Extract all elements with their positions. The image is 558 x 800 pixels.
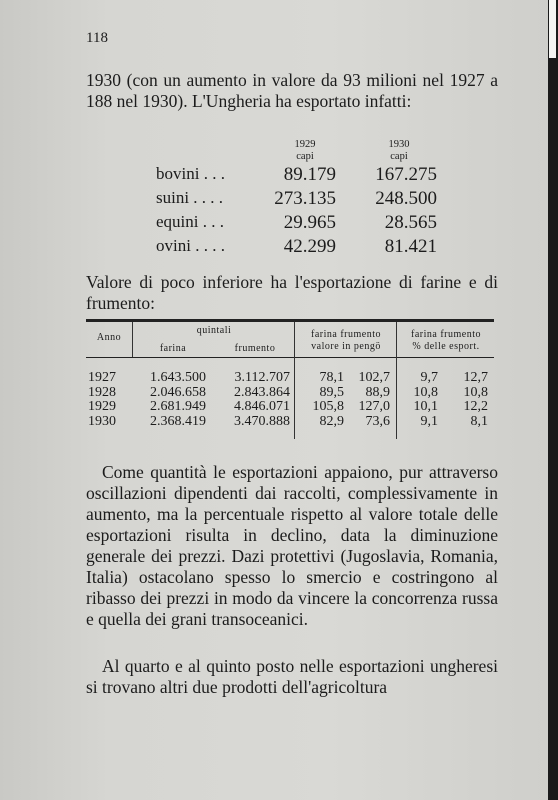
- livestock-name: equini . . .: [156, 212, 224, 231]
- livestock-value-1929: 89.179: [283, 164, 336, 185]
- livestock-table: [156, 164, 456, 260]
- livestock-value-1929: 29.965: [283, 212, 336, 233]
- livestock-name: ovini . . . .: [156, 236, 225, 255]
- scan-edge-highlight: [549, 0, 556, 58]
- header-valore: [296, 329, 396, 353]
- col-percent-frumento: 12,7 10,8 12,2 8,1: [463, 370, 488, 429]
- livestock-unit-1929: capi: [296, 151, 314, 162]
- header-frumento: frumento: [234, 343, 276, 354]
- livestock-year-1930: 1930: [388, 139, 410, 150]
- paragraph-quantity: Come quantità le esportazioni appaiono, pur attraverso oscillazioni dipendenti dai raccolti, complessivamente in aumento, ma la percentuale rispetto al valore totale delle esportazioni risulta in declino, data la diminuzione generale dei prezzi. Dazi protettivi (Jugoslavia, Romania, Italia) ostacolano spesso lo smercio e costringono al ribasso dei prezzi in modo da vincere la concorrenza russa e quella dei grani transoceanici.: [86, 462, 498, 629]
- livestock-header-1929: [280, 139, 330, 163]
- table-header-rule: [86, 357, 494, 358]
- scan-edge: [548, 0, 558, 800]
- header-quintali: quintali: [196, 325, 232, 336]
- livestock-unit-1930: capi: [390, 151, 408, 162]
- livestock-name: bovini . . .: [156, 164, 225, 183]
- livestock-row: [156, 188, 456, 212]
- col-valore-farina: 78,1 89,5 105,8 82,9: [312, 370, 344, 429]
- livestock-value-1929: 42.299: [283, 236, 336, 257]
- livestock-value-1930: 167.275: [375, 164, 437, 185]
- header-percent-line2: % delle esport.: [412, 341, 480, 352]
- header-percent-line1: farina frumento: [411, 329, 481, 340]
- livestock-value-1930: 81.421: [384, 236, 437, 257]
- header-valore-line1: farina frumento: [311, 329, 381, 340]
- livestock-row: [156, 164, 456, 188]
- livestock-value-1929: 273.135: [274, 188, 336, 209]
- table-divider: [396, 322, 397, 439]
- col-anno: 1927 1928 1929 1930: [88, 370, 116, 429]
- livestock-name: suini . . . .: [156, 188, 224, 207]
- header-anno: Anno: [96, 332, 122, 343]
- table-top-rule: [86, 319, 494, 322]
- col-quintali-farina: 1.643.500 2.046.658 2.681.949 2.368.419: [150, 370, 206, 429]
- col-quintali-frumento: 3.112.707 2.843.864 4.846.071 3.470.888: [234, 370, 290, 429]
- table-divider: [294, 322, 295, 439]
- table-divider: [132, 322, 133, 357]
- page-number: 118: [86, 30, 108, 46]
- header-percent: [398, 329, 494, 353]
- livestock-value-1930: 248.500: [375, 188, 437, 209]
- livestock-value-1930: 28.565: [384, 212, 437, 233]
- paragraph-intro: 1930 (con un aumento in valore da 93 milioni nel 1927 a 188 nel 1930). L'Ungheria ha esportato infatti:: [86, 70, 498, 111]
- header-valore-line2: valore in pengö: [311, 341, 381, 352]
- livestock-row: [156, 212, 456, 236]
- col-valore-frumento: 102,7 88,9 127,0 73,6: [358, 370, 390, 429]
- paragraph-fourth-fifth: Al quarto e al quinto posto nelle esportazioni ungheresi si trovano altri due prodotti dell'agricoltura: [86, 656, 498, 697]
- header-farina: farina: [159, 343, 187, 354]
- paragraph-flour-intro: Valore di poco inferiore ha l'esportazione di farine e di frumento:: [86, 272, 498, 313]
- col-percent-farina: 9,7 10,8 10,1 9,1: [413, 370, 438, 429]
- livestock-year-1929: 1929: [294, 139, 316, 150]
- flour-wheat-table: [86, 319, 494, 439]
- livestock-header-1930: [374, 139, 424, 163]
- livestock-row: [156, 236, 456, 260]
